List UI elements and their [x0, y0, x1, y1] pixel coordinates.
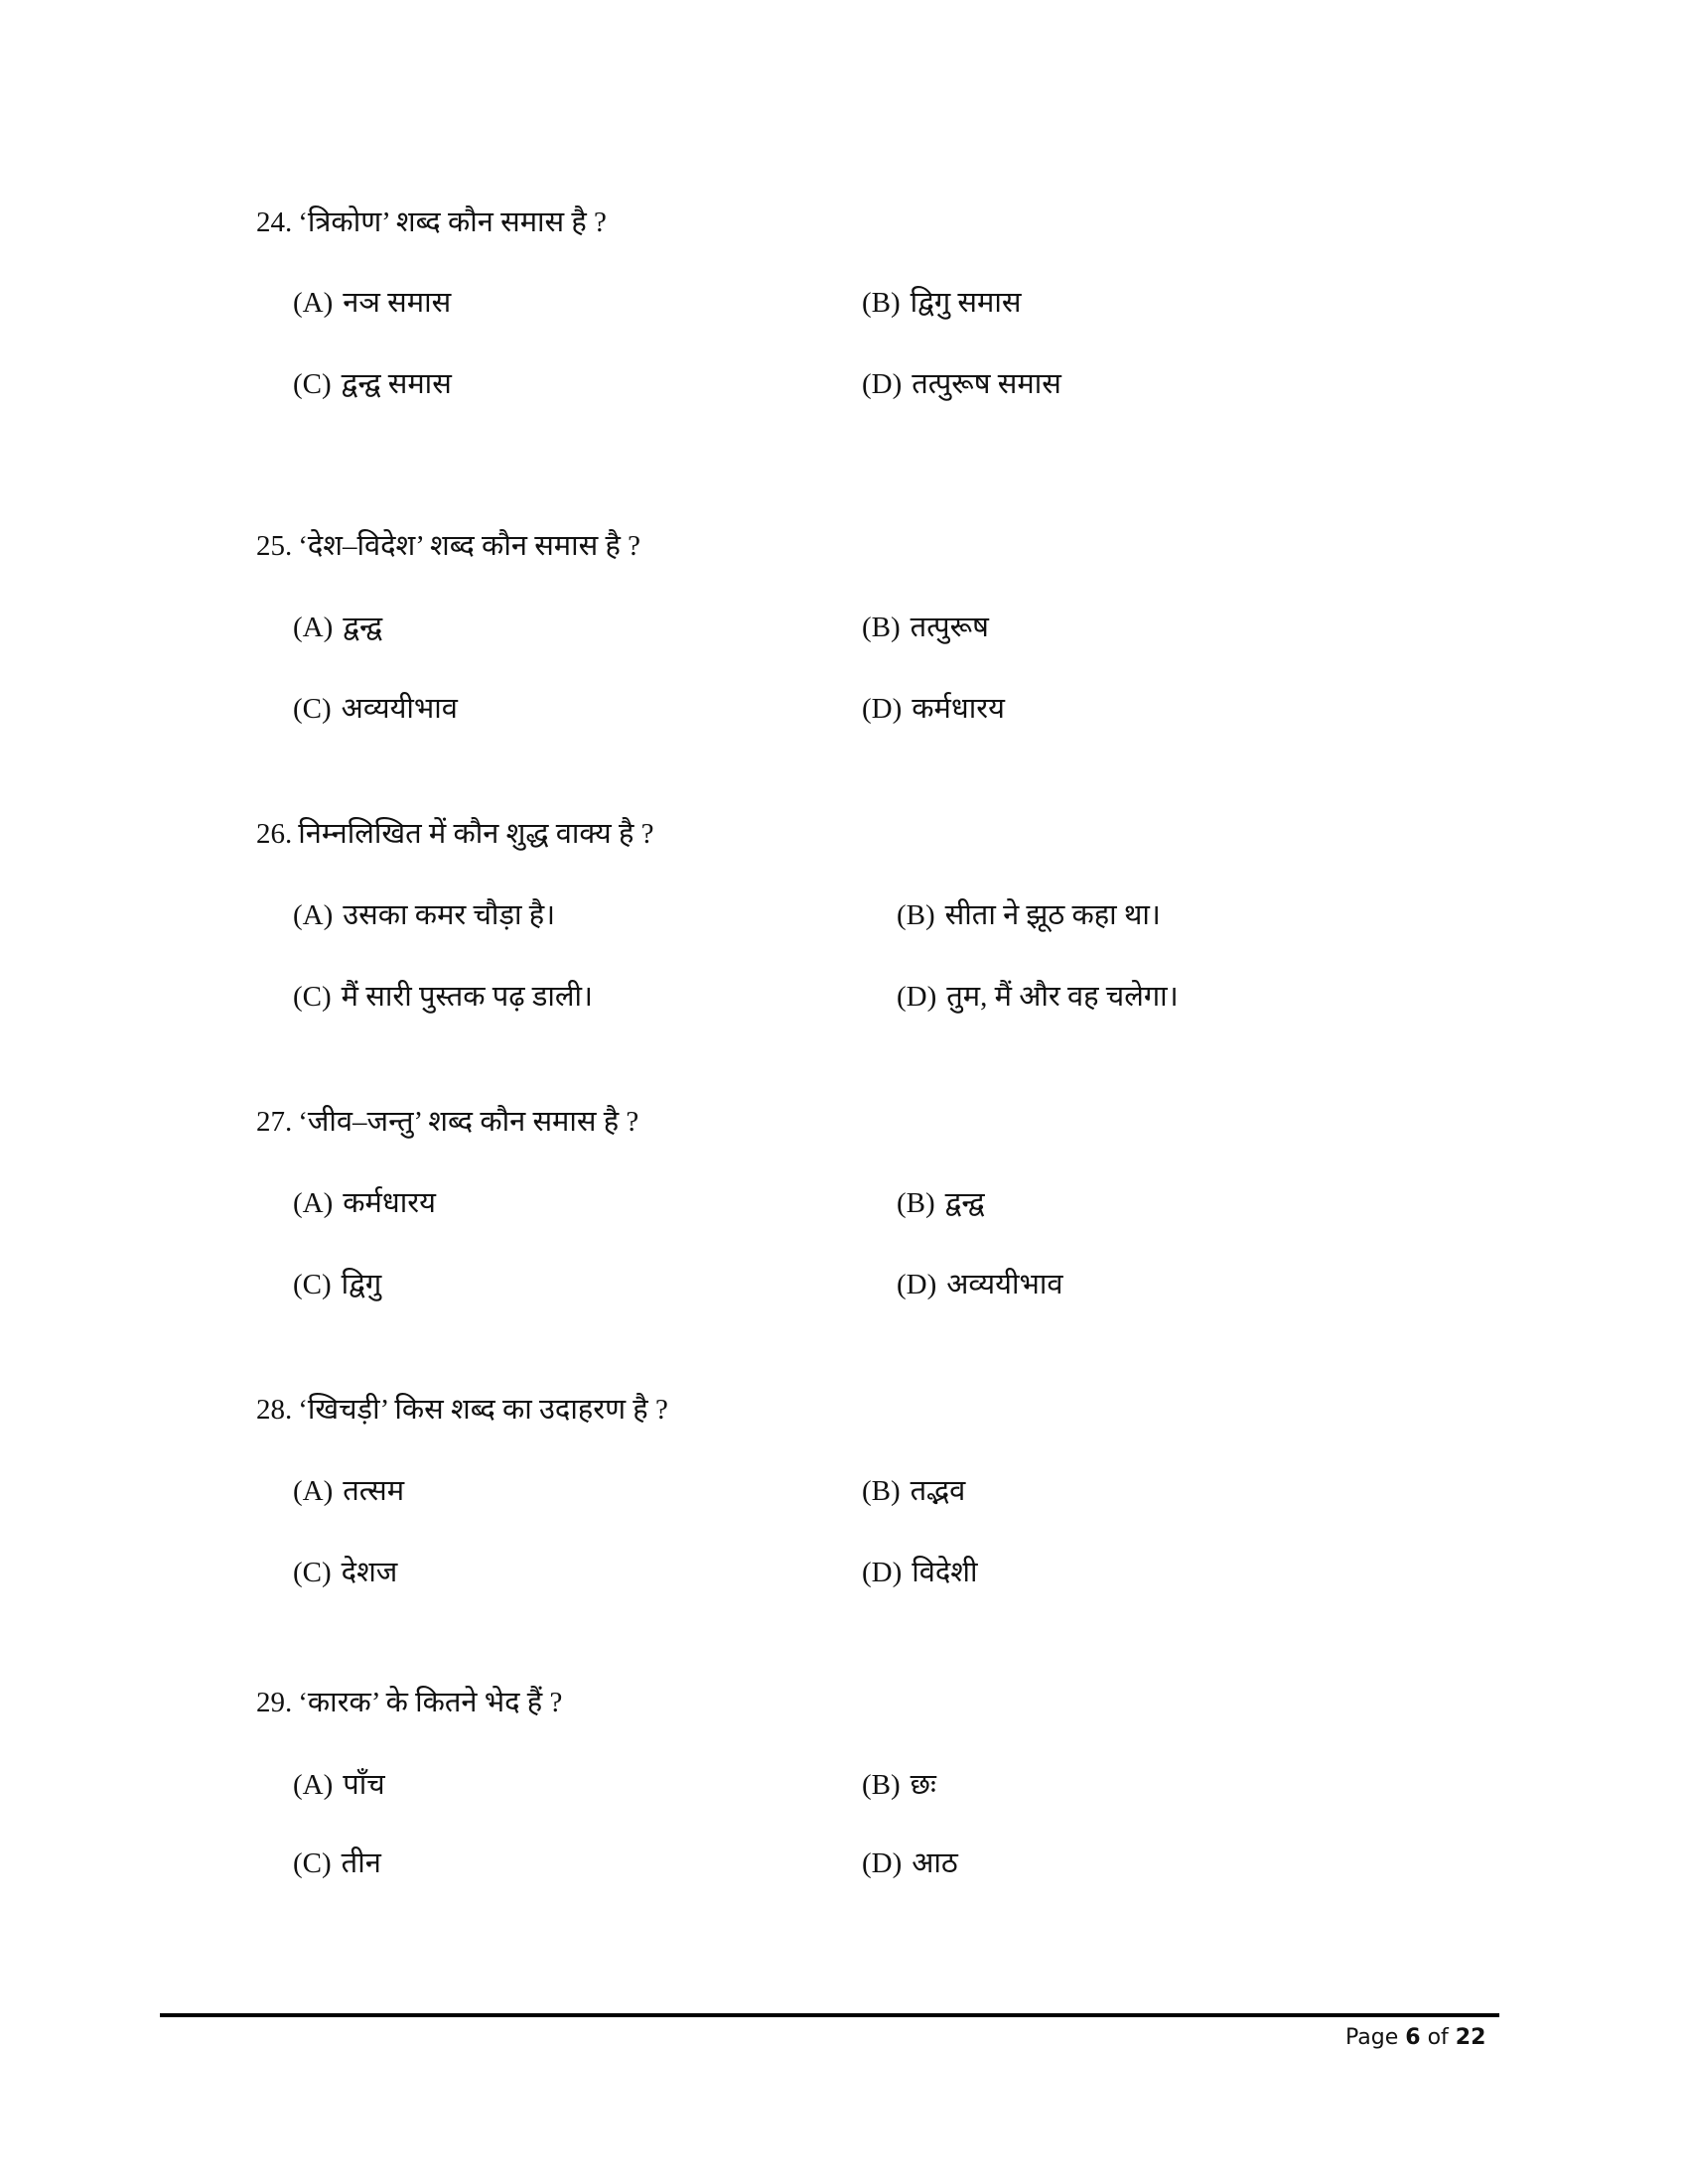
- option-label: (C): [293, 1269, 332, 1300]
- footer-divider: [160, 2013, 1499, 2017]
- option-text: अव्ययीभाव: [946, 1269, 1063, 1300]
- question-number: 29.: [256, 1687, 293, 1718]
- option-text: तुम, मैं और वह चलेगा।: [946, 981, 1179, 1013]
- question-number: 27.: [256, 1106, 293, 1138]
- option-label: (A): [293, 899, 334, 931]
- option-text: अव्ययीभाव: [341, 693, 458, 725]
- option-label: (D): [862, 1557, 903, 1588]
- question-number: 24.: [256, 206, 293, 238]
- option-text: कर्मधारय: [343, 1187, 436, 1219]
- option-text: तत्पुरूष समास: [912, 368, 1061, 400]
- option-text: कर्मधारय: [912, 693, 1005, 725]
- option-label: (B): [897, 1187, 935, 1219]
- option-text: द्विगु: [341, 1269, 382, 1300]
- option-label: (A): [293, 1187, 334, 1219]
- option-28-c: [293, 1556, 397, 1589]
- option-text: द्वन्द्व: [944, 1187, 985, 1219]
- option-label: (A): [293, 1475, 334, 1507]
- option-label: (D): [862, 368, 903, 400]
- option-text: द्विगु समास: [910, 287, 1022, 319]
- option-text: तत्पुरूष: [910, 612, 989, 643]
- option-29-d: [862, 1846, 958, 1880]
- option-26-c: [293, 980, 593, 1014]
- option-label: (D): [862, 693, 903, 725]
- option-25-a: [293, 611, 382, 644]
- option-text: पाँच: [343, 1769, 385, 1801]
- option-text: नञ समास: [343, 287, 452, 319]
- option-label: (C): [293, 1557, 332, 1588]
- option-label: (B): [862, 287, 901, 319]
- page-total: 22: [1455, 2025, 1486, 2050]
- option-28-d: [862, 1556, 978, 1589]
- option-label: (A): [293, 612, 334, 643]
- option-label: (A): [293, 1769, 334, 1801]
- question-number: 26.: [256, 818, 293, 850]
- option-label: (D): [897, 981, 937, 1013]
- question-text: निम्नलिखित में कौन शुद्ध वाक्य है ?: [298, 818, 654, 850]
- option-text: उसका कमर चौड़ा है।: [343, 899, 556, 931]
- option-label: (C): [293, 368, 332, 400]
- option-label: (D): [862, 1847, 903, 1879]
- page-number: [1345, 2025, 1485, 2050]
- question-text: ‘त्रिकोण’ शब्द कौन समास है ?: [298, 206, 607, 238]
- question-24: [256, 205, 607, 239]
- question-25: [256, 529, 640, 563]
- option-text: आठ: [912, 1847, 958, 1879]
- option-text: तत्सम: [343, 1475, 405, 1507]
- option-27-a: [293, 1186, 436, 1220]
- option-25-b: [862, 611, 989, 644]
- option-24-c: [293, 367, 452, 401]
- option-label: (D): [897, 1269, 937, 1300]
- option-26-a: [293, 898, 555, 932]
- option-28-a: [293, 1474, 404, 1508]
- option-text: सीता ने झूठ कहा था।: [944, 899, 1161, 931]
- question-number: 28.: [256, 1394, 293, 1426]
- option-label: (C): [293, 693, 332, 725]
- option-28-b: [862, 1474, 965, 1508]
- option-24-b: [862, 286, 1022, 320]
- question-28: [256, 1393, 668, 1427]
- option-29-b: [862, 1768, 936, 1802]
- option-24-d: [862, 367, 1061, 401]
- question-number: 25.: [256, 530, 293, 562]
- option-text: मैं सारी पुस्तक पढ़ डाली।: [341, 981, 594, 1013]
- question-26: [256, 817, 654, 851]
- option-text: तद्भव: [910, 1475, 966, 1507]
- question-text: ‘कारक’ के कितने भेद हैं ?: [298, 1687, 563, 1718]
- option-27-d: [897, 1268, 1063, 1301]
- option-text: द्वन्द्व समास: [341, 368, 452, 400]
- option-29-a: [293, 1768, 385, 1802]
- option-label: (C): [293, 981, 332, 1013]
- question-text: ‘देश–विदेश’ शब्द कौन समास है ?: [298, 530, 641, 562]
- option-24-a: [293, 286, 451, 320]
- option-text: देशज: [341, 1557, 398, 1588]
- option-25-c: [293, 692, 458, 726]
- option-label: (A): [293, 287, 334, 319]
- option-text: छः: [910, 1769, 936, 1801]
- option-label: (B): [862, 1769, 901, 1801]
- option-label: (C): [293, 1847, 332, 1879]
- option-label: (B): [862, 612, 901, 643]
- option-25-d: [862, 692, 1005, 726]
- question-text: ‘जीव–जन्तु’ शब्द कौन समास है ?: [298, 1106, 639, 1138]
- question-29: [256, 1686, 562, 1719]
- option-text: विदेशी: [912, 1557, 978, 1588]
- question-text: ‘खिचड़ी’ किस शब्द का उदाहरण है ?: [298, 1394, 668, 1426]
- page-of: of: [1427, 2025, 1449, 2050]
- page-prefix: Page: [1345, 2025, 1399, 2050]
- option-27-b: [897, 1186, 985, 1220]
- option-26-b: [897, 898, 1161, 932]
- option-29-c: [293, 1846, 381, 1880]
- option-label: (B): [897, 899, 935, 931]
- question-27: [256, 1105, 638, 1139]
- option-26-d: [897, 980, 1179, 1014]
- page-current: 6: [1405, 2025, 1421, 2050]
- option-27-c: [293, 1268, 381, 1301]
- option-text: द्वन्द्व: [343, 612, 383, 643]
- option-label: (B): [862, 1475, 901, 1507]
- option-text: तीन: [341, 1847, 381, 1879]
